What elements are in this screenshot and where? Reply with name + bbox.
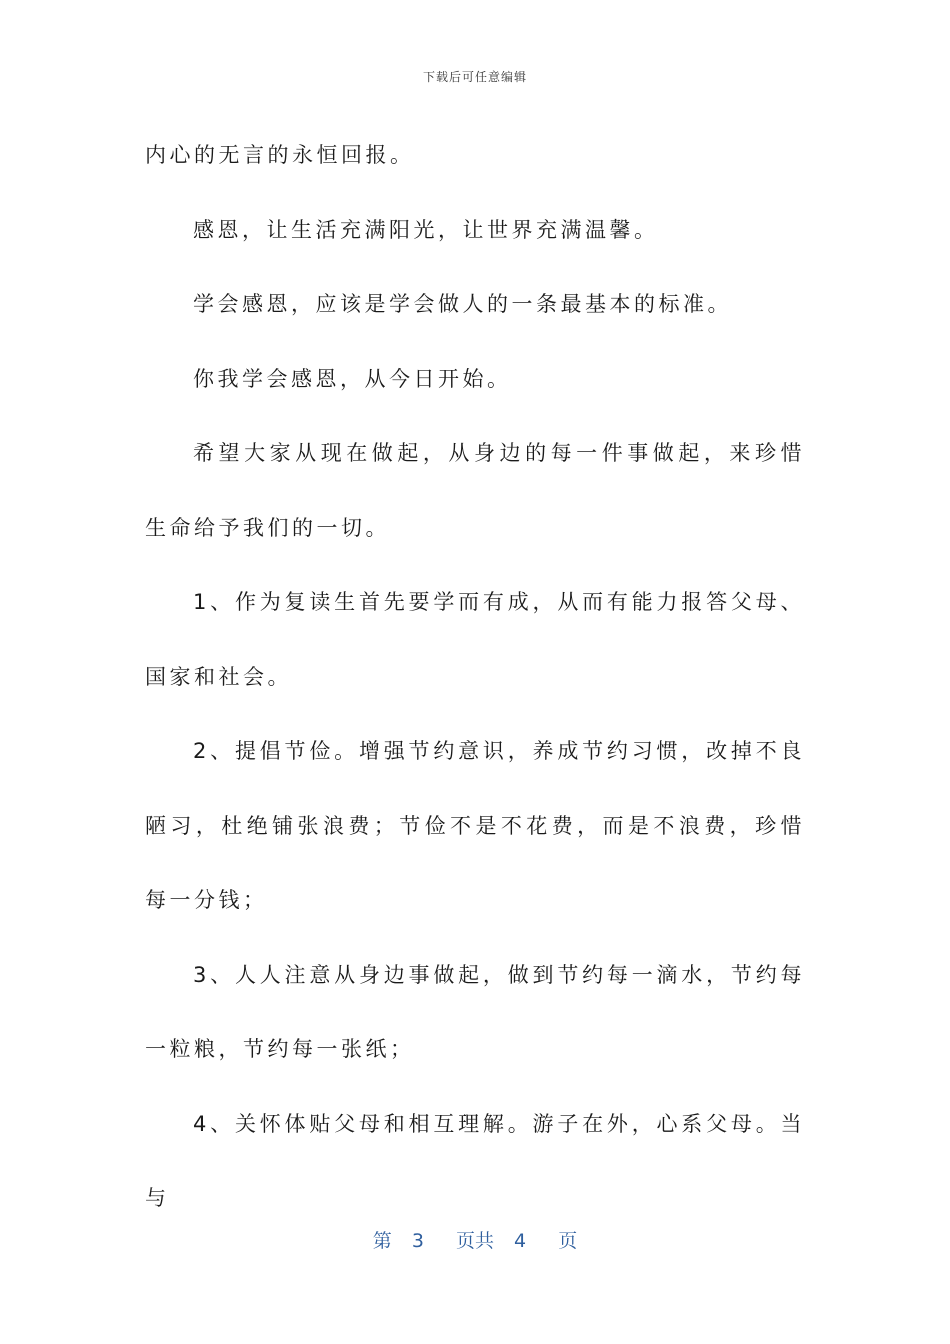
paragraph-7: 2、提倡节俭。增强节约意识，养成节约习惯，改掉不良陋习，杜绝铺张浪费；节俭不是不花费，而是不浪费，珍惜每一分钱；: [145, 739, 805, 912]
paragraph-2: 感恩，让生活充满阳光，让世界充满温馨。: [193, 217, 659, 242]
footer-current-page: 3: [411, 1230, 424, 1252]
paragraph-5: 希望大家从现在做起，从身边的每一件事做起，来珍惜生命给予我们的一切。: [145, 441, 805, 540]
document-body: [145, 118, 805, 1236]
footer-label-of: 页共: [455, 1230, 494, 1252]
paragraph-3: 学会感恩，应该是学会做人的一条最基本的标准。: [193, 292, 732, 316]
footer-total-pages: 4: [514, 1230, 527, 1252]
paragraph-6: 1、作为复读生首先要学而有成，从而有能力报答父母、国家和社会。: [145, 590, 805, 689]
paragraph-9: 4、关怀体贴父母和相互理解。游子在外，心系父母。当与: [145, 1111, 805, 1210]
paragraph-1: 内心的无言的永恒回报。: [145, 143, 415, 167]
paragraph-4: 你我学会感恩，从今日开始。: [193, 366, 512, 391]
footer-label-end: 页: [558, 1230, 578, 1252]
header-note: 下载后可任意编辑: [422, 70, 527, 84]
footer-label-page: 第: [372, 1230, 392, 1252]
paragraph-8: 3、人人注意从身边事做起，做到节约每一滴水，节约每一粒粮，节约每一张纸；: [145, 962, 805, 1061]
page-footer: [0, 1226, 950, 1253]
